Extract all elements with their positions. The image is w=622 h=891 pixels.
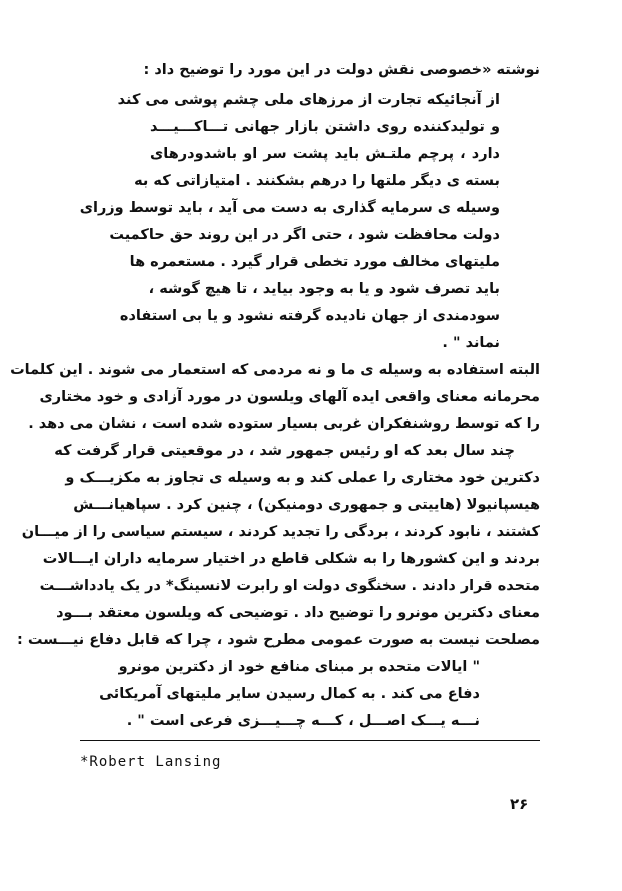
text-line: و تولیدکننده روی داشتن بازار جهانی تـــاکـــیـــد — [150, 119, 500, 135]
text-line: سودمندی از جهان نادیده گرفته نشود و یا بی استفاده — [119, 308, 500, 324]
footnote: *Robert Lansing — [80, 754, 222, 770]
text-line: دارد ، پرچم ملتـش باید پشت سر او باشدودرهای — [150, 146, 500, 162]
page-number: ۲۶ — [510, 795, 529, 813]
text-line: دفاع می کند . به کمال رسیدن سایر ملیتهای آمریکائی — [99, 686, 480, 702]
text-line: بسته ی دیگر ملتها را درهم بشکنند . امتیازاتی که به — [134, 173, 500, 189]
text-line: معنای دکترین مونرو را توضیح داد . توضیحی که ویلسون معتقد بـــود — [56, 605, 540, 621]
text-line: نـــه یـــک اصـــل ، کـــه چـــیـــزی فرعی است " . — [126, 713, 480, 729]
text-line: " ایالات متحده بر مبنای منافع خود از دکترین مونرو — [118, 659, 480, 675]
text-line: محرمانه معنای واقعی ایده آلهای ویلسون در مورد آزادی و خود مختاری — [39, 389, 540, 405]
footnote-divider — [80, 740, 540, 741]
text-line: کشتند ، نابود کردند ، بردگی را تجدید کردند ، سیستم سیاسی را از میـــان — [21, 524, 540, 540]
text-line: بردند و این کشورها را به شکلی قاطع در اختیار سرمایه داران ایـــالات — [42, 551, 540, 567]
text-line: نماند " . — [442, 335, 500, 351]
text-line: دولت محافظت شود ، حتی اگر در این روند حق حاکمیت — [109, 227, 500, 243]
text-line: مصلحت نیست به صورت عمومی مطرح شود ، چرا که قابل دفاع نیـــست : — [17, 632, 540, 648]
text-line: دکترین خود مختاری را عملی کند و به وسیله ی تجاوز به مکزیـــک و — [65, 470, 540, 486]
text-line: باید تصرف شود و یا به وجود بیاید ، تا هیچ گوشه ، — [148, 281, 500, 297]
text-line: وسیله ی سرمایه گذاری به دست می آید ، باید توسط وزرای — [79, 200, 500, 216]
text-line: متحده قرار دادند . سخنگوی دولت او رابرت لانسینگ* در یک یادداشـــت — [39, 578, 540, 594]
text-line: نوشته «خصوصی نقش دولت در این مورد را توضیح داد : — [143, 62, 540, 78]
text-line: از آنجائیکه تجارت از مرزهای ملی چشم پوشی می کند — [117, 92, 500, 108]
text-line: را که توسط روشنفکران غربی بسیار ستوده شده است ، نشان می دهد . — [28, 416, 540, 432]
text-line: چند سال بعد که او رئیس جمهور شد ، در موقعیتی قرار گرفت که — [54, 443, 515, 459]
text-line: البته استفاده به وسیله ی ما و نه مردمی که استعمار می شوند . این کلمات — [10, 362, 540, 378]
text-line: هیسپانیولا (هاییتی و جمهوری دومنیکن) ، چنین کرد . سپاهیانـــش — [73, 497, 540, 513]
text-line: ملیتهای مخالف مورد تخطی قرار گیرد . مستعمره ها — [129, 254, 500, 270]
